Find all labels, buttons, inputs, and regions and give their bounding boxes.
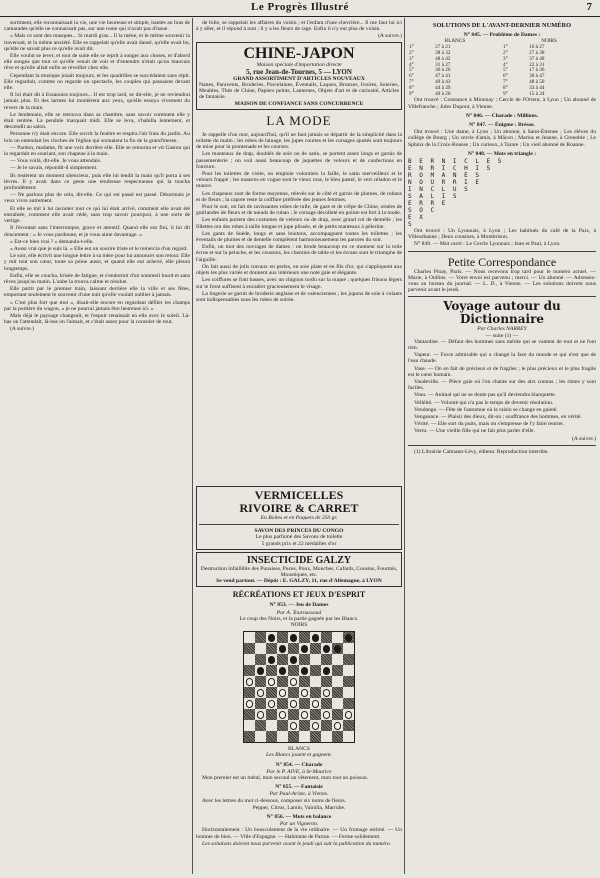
move-cell: 2° <box>502 50 508 56</box>
board-square <box>288 731 299 742</box>
checkers-board <box>243 631 355 743</box>
solutions-note: Ont trouvé : Constance à Mionnay ; Cercle de l'Orient, à Lyon ; Un abonné de Villefranche ; Jules Dupont, à Vienne. <box>408 97 596 110</box>
black-piece <box>334 645 342 653</box>
story-paragraph: « Est-ce bien vrai ? » demanda-t-elle. <box>10 238 94 245</box>
move-cell: 17 à 36 <box>529 67 545 74</box>
voyage-title: Voyage autour du Dictionnaire <box>443 299 561 327</box>
board-square <box>277 731 288 742</box>
board-square <box>277 720 288 731</box>
voyage-author: Par Charles NARREY <box>477 326 527 333</box>
move-cell: 36 à 47 <box>529 73 545 80</box>
fashion-paragraph: Les gants de Suède, longs et sans boutons, accompagnent toutes les toilettes ; les éventails de plumes et de dentelle complètent harmonieusement les parures du soir. <box>196 230 402 244</box>
white-piece <box>312 700 320 708</box>
charade-solution: N° 846. — Charade : Millions. <box>465 112 539 119</box>
story-paragraph: (A suivre.) <box>10 326 34 333</box>
board-square <box>310 687 321 698</box>
white-piece <box>290 678 298 686</box>
ad-title: CHINE-JAPON <box>243 44 355 62</box>
move-cell: 5° <box>409 67 414 74</box>
board-square <box>255 731 266 742</box>
black-piece <box>312 634 320 642</box>
board-square <box>332 676 343 687</box>
black-piece <box>323 667 331 675</box>
dictionary-entry: Vengeance. — Plaisir des dieux, dit-on ; souffrance des hommes, en vérité. <box>414 414 582 421</box>
dictionary-entry: Vase. — On en fait de précieux et de fragiles ; le plus précieux et le plus fragile est le cœur humain. <box>408 365 596 378</box>
board-square <box>343 654 354 665</box>
board-square <box>288 665 299 676</box>
mots-balance-author: Par un Vigneron. <box>279 821 319 828</box>
white-piece <box>323 689 331 697</box>
footnote: (1) Librairie Calmann-Lévy, éditeur. Reproduction interdite. <box>414 448 549 455</box>
move-cell: 15 à 24 <box>529 90 545 97</box>
fashion-paragraph: Pour les toilettes de visite, on emploie volontiers la faille, le satin merveilleux et le velours frappé ; les nuances en vogue sont le vieux rose, le bleu pastel, le vert céladon et le mauve. <box>196 171 402 190</box>
triangle-word: S O C <box>408 207 437 214</box>
board-square <box>266 676 277 687</box>
white-piece <box>290 722 298 730</box>
mots-balance-title: N° 856. — Mots en balance <box>266 814 332 821</box>
board-square <box>288 676 299 687</box>
mots-balance-text: Horizontalement : Un bousculement de la vie ordinaire. — Un fromage estimé. — Un homme de bien. — Ville d'Espagne. — Habitante de Parme. — Ferme solidement. <box>196 827 402 840</box>
fashion-paragraph: Les manteaux de drap, doublés de soie ou de satin, se portent assez longs et garnis de passementerie ; on voit aussi beaucoup de jaquettes de velours et de confections en fourrure. <box>196 151 402 170</box>
white-piece <box>279 711 287 719</box>
enigme-solvers: Ont trouvé : Une dame, à Lyon ; Un abonné, à Saint-Étienne ; Les élèves du collège de Bourg ; Un cercle d'amis, à Mâcon ; Marius et Jeanne, à Grenoble ; Le Sphinx de la Croix-Rousse ; Un curieux, à Tarare ; Un vieil abonné de Roanne. <box>408 129 596 148</box>
board-square <box>244 654 255 665</box>
board-square <box>266 698 277 709</box>
charade-title: N° 854. — Charade <box>275 761 323 768</box>
board-square <box>343 687 354 698</box>
fashion-article <box>196 132 402 303</box>
story-paragraph: Et elle se mit à lui raconter tout ce qui lui était arrivé, comment elle avait été entraînée, comment elle avait cédé, sans trop savoir pourquoi, à une sorte de vertige. <box>4 205 190 225</box>
recreations-block <box>196 484 402 874</box>
board-square <box>277 654 288 665</box>
ad-heading: GRAND ASSORTIMENT D'ARTICLES NOUVEAUX <box>233 75 365 82</box>
board-square <box>255 632 266 643</box>
black-piece <box>257 667 265 675</box>
board-square <box>310 676 321 687</box>
vermicelles-title: VERMICELLES <box>254 488 344 502</box>
move-cell: 49 à 43 <box>435 78 451 85</box>
divider <box>408 251 596 252</box>
story-paragraph: Il l'écoutait sans l'interrompre, grave et attentif. Quand elle eut fini, il lui dit doucement : « Je vous pardonne, et je vous aime davantage. » <box>4 225 190 238</box>
checkers-moves-table <box>408 39 596 97</box>
board-square <box>266 731 277 742</box>
board-square <box>266 665 277 676</box>
recreations-title: RÉCRÉATIONS ET JEUX D'ESPRIT <box>232 590 366 600</box>
triangle-word: S A L I S <box>408 193 459 200</box>
story-paragraph: Le soir, elle écrivit une longue lettre à sa mère pour lui annoncer son retour. Elle y mit tout son cœur, toute sa peine aussi, et quand elle eut achevé, elle pleura longtemps. <box>4 253 190 272</box>
charade-text: Mon premier est un métal, mon second un vêtement, mon tout un poisson. <box>202 775 369 782</box>
board-square <box>244 676 255 687</box>
vermicelles-ad <box>196 486 402 550</box>
board-square <box>255 654 266 665</box>
move-cell: 40 à 20 <box>435 90 451 97</box>
move-cell: 33 à 44 <box>529 84 545 91</box>
white-piece <box>290 700 298 708</box>
section-title-la-mode: LA MODE <box>266 112 332 128</box>
move-cell: 4° <box>409 61 414 68</box>
board-square <box>343 665 354 676</box>
board-square <box>266 632 277 643</box>
board-square <box>244 698 255 709</box>
move-cell: 6° <box>409 73 414 80</box>
board-square <box>310 632 321 643</box>
board-square <box>266 654 277 665</box>
ad-footer: MAISON DE CONFIANCE SANS CONCURRENCE <box>234 100 364 107</box>
board-square <box>288 643 299 654</box>
board-square <box>299 676 310 687</box>
board-square <box>288 654 299 665</box>
board-square <box>310 643 321 654</box>
board-square <box>288 687 299 698</box>
serial-end-text: de folie, se rappelait les affaires du voisin ; et l'enfant d'une chevrière... Il me faut lui ici à y aller, et il répond à tout ; il y a les fleurs de rage. Enfin il n'y eut plus de voisin. <box>196 20 402 33</box>
move-cell: 31 à 27 <box>435 61 451 68</box>
story-paragraph: Elle partit par le premier train, laissant derrière elle la ville et ses fêtes, emportant seulement le souvenir d'une nuit qu'elle voulait oublier à jamais. <box>4 286 190 299</box>
checkers-author: Par A. Tournassoud <box>276 609 322 616</box>
ad-body: Nattes, Paravents, Broderies, Porcelaines, Éventails, Laques, Bronzes, Ivoires, Soieries, Meubles, Thés de Chine, Papiers peints, Lanternes, Objets d'art et de curiosité, Articles de fantaisie. <box>199 82 399 101</box>
board-square <box>343 676 354 687</box>
galzy-subtitle: Destruction infaillible des Punaises, Puces, Poux, Mouches, Cafards, Cousins, Fourmis, Moustiques, etc. <box>200 565 398 579</box>
black-piece <box>345 634 353 642</box>
board-square <box>332 632 343 643</box>
board-square <box>266 709 277 720</box>
soap-subtitle: Le plus parfumé des Savons de toilette <box>255 534 343 541</box>
board-square <box>288 632 299 643</box>
board-square <box>332 687 343 698</box>
voyage-suite: — suite (1) — <box>485 332 519 339</box>
move-cell: 36 à 26 <box>435 67 451 74</box>
story-paragraph: Elle voulut se lever, et tout de suite elle se reprit à songer aux choses, et d'abord elle songea que tout ce qu'elle venait de voir et d'entendre n'était qu'un mauvais rêve et qu'elle allait enfin se réveiller chez elle. <box>4 53 190 72</box>
triangle-word: R O M A N E S <box>408 172 481 179</box>
board-square <box>255 698 266 709</box>
dictionary-entry: Vantardise. — Défaut des hommes sans mérite qui se vantent de tout et ne font rien. <box>408 338 596 352</box>
dictionary-entry: Velléité. — Volonté qui n'a pas le temps de devenir résolution. <box>414 399 554 406</box>
story-paragraph: Enfin, elle se coucha, brisée de fatigue, et s'endormit d'un sommeil lourd et sans rêves jusqu'au matin. L'aube la trouva calme et résolue. <box>4 272 190 285</box>
story-paragraph: Il lui était dit à Essaouira toujours... Il est trop tard, se dit-elle, je ne reviendrai jamais plus. Et des larmes lui montèrent aux yeux, qu'elle essuya vivement du revers de la main. <box>4 92 190 111</box>
charade-author: Par le P. AIVE, à St-Maurice <box>266 768 332 775</box>
fantaisie-author: Par Paul-Ariste, à Vienne. <box>269 791 329 798</box>
board-square <box>244 665 255 676</box>
voyage-continued: (A suivre.) <box>572 435 596 442</box>
board-square <box>321 709 332 720</box>
white-piece <box>312 722 320 730</box>
page-title: Le Progrès Illustré <box>251 1 349 13</box>
col-header-blancs: BLANCS <box>444 38 466 45</box>
story-paragraph: Ils restèrent un moment silencieux, puis elle lui tendit la main qu'il porta à ses lèvres. Il y avait dans ce geste une tendresse respectueuse qui la toucha profondément. <box>4 172 190 192</box>
correspondance-title: Petite Correspondance <box>447 254 557 269</box>
board-square <box>244 720 255 731</box>
move-cell: 48 à 50 <box>529 78 545 85</box>
move-cell: 44 à 39 <box>435 84 451 91</box>
move-cell: 2° <box>409 50 414 56</box>
board-square <box>332 709 343 720</box>
dictionary-entry: Veau. — Animal qui ne se doute pas qu'il deviendra blanquette. <box>414 392 557 399</box>
black-piece <box>279 645 287 653</box>
board-square <box>332 720 343 731</box>
board-square <box>321 654 332 665</box>
board-square <box>343 643 354 654</box>
triangle-word: E N R I C H I S <box>408 165 493 172</box>
white-piece <box>246 700 254 708</box>
story-paragraph: — Ne parlons plus de cela, dit-elle. Ce qui est passé est passé. Désormais je veux vivre autrement. <box>4 192 190 205</box>
board-square <box>299 698 310 709</box>
page-header <box>0 0 600 17</box>
move-cell: 7° <box>409 78 414 85</box>
board-square <box>343 709 354 720</box>
board-square <box>244 731 255 742</box>
board-square <box>332 731 343 742</box>
story-paragraph: « Aussi vrai que je suis là. » Elle eut un sourire triste et le remercia d'un regard. <box>10 245 188 252</box>
move-cell: 7° <box>502 78 508 85</box>
board-square <box>299 643 310 654</box>
black-piece <box>290 634 298 642</box>
white-piece <box>246 678 254 686</box>
story-paragraph: « Mais ce sont des masques... Si mardi gras... Il la mène, et le même souvenir la traversait, et la même anxiété. Elle se rappelait qu'elle avait dansé, qu'elle avait bu, qu'elle ne savait plus ce qu'elle avait dit. <box>4 33 190 52</box>
divider <box>408 296 596 297</box>
soap-awards: 5 grands prix et 22 médailles d'or <box>261 540 337 547</box>
triangle-word: B E R N I C L E S <box>408 158 504 165</box>
ad-address: 5, rue Jean-de-Tournes, 5 — LYON <box>246 67 352 76</box>
board-caption: Les Blancs jouent et gagnent. <box>265 752 333 759</box>
label-blancs: BLANCS <box>287 746 311 753</box>
enigme-solution: N° 847. — Énigme : Brésse. <box>469 121 535 128</box>
board-square <box>299 687 310 698</box>
white-piece <box>323 711 331 719</box>
solutions-title: SOLUTIONS DE L'AVANT-DERNIER NUMÉRO <box>432 22 572 29</box>
triangle-words <box>408 158 596 228</box>
board-square <box>321 698 332 709</box>
board-square <box>299 709 310 720</box>
board-square <box>277 676 288 687</box>
dictionary-entry: Vendange. — Fête de l'automne où le raisin se change en gaieté. <box>414 406 558 413</box>
board-square <box>310 709 321 720</box>
move-cell: 22 à 31 <box>529 61 545 68</box>
move-cell: 1° <box>409 44 414 51</box>
move-cell: 48 à 42 <box>435 55 451 62</box>
black-piece <box>290 656 298 664</box>
correspondance-text: Charles Pinay, Paris. — Nous recevons trop tard pour le numéro actuel. — Marie, à Oullins. — Votre envoi est parvenu ; merci. — Un abonné. — Adressez-vous au bureau du journal. — L. D., à Vienne. — Les solutions doivent nous parvenir avant le jeudi. <box>408 268 596 294</box>
board-square <box>244 632 255 643</box>
white-piece <box>268 700 276 708</box>
board-square <box>310 665 321 676</box>
white-piece <box>279 689 287 697</box>
fashion-paragraph: Pour le soir, on fait de ravissantes robes de tulle, de gaze et de crêpe de Chine, ornées de guirlandes de fleurs et de nœuds de ruban ; le corsage décolleté en pointe est fort à la mode. <box>196 204 402 217</box>
black-piece <box>323 645 331 653</box>
board-square <box>244 709 255 720</box>
move-cell: 1° <box>502 44 508 51</box>
board-square <box>266 687 277 698</box>
checkers-note: Le coup des Noirs, et la partie gagnée par les Blancs. <box>239 615 359 622</box>
board-square <box>343 698 354 709</box>
board-square <box>255 676 266 687</box>
to-be-continued: (A suivre.) <box>378 33 402 40</box>
board-square <box>310 654 321 665</box>
checkers-solution-title: N° 845. — Problème de Dames : <box>463 32 541 39</box>
board-square <box>244 643 255 654</box>
mot-carre-solution: N° 849. — Mot carré : Le Cercle Lyonnais ; Jean et Paul, à Lyon. <box>414 241 561 248</box>
col-header-noirs: NOIRS <box>541 38 557 45</box>
white-piece <box>301 711 309 719</box>
white-piece <box>257 689 265 697</box>
galzy-title: INSECTICIDE GALZY <box>246 554 352 566</box>
board-square <box>255 665 266 676</box>
checkers-problem-title: N° 853. — Jeu de Dames <box>269 602 329 609</box>
move-cell: 9° <box>409 90 414 97</box>
board-square <box>255 720 266 731</box>
move-cell: 6° <box>502 73 508 80</box>
fashion-paragraph: Enfin, un mot des ouvrages de dames : on brode beaucoup en ce moment sur la toile écrue et sur la peluche, et les coussins, les chemins de table et les écrans sont le triomphe de l'aiguille. <box>196 244 402 263</box>
board-square <box>310 720 321 731</box>
dictionary-entry: Vapeur. — Force admirable qui a changé la face du monde et qui n'est que de l'eau chaude. <box>408 352 596 365</box>
triangle-word: N O U R R I E <box>408 179 481 186</box>
serial-story-column <box>4 20 190 874</box>
story-paragraph: Le lendemain, elle se retrouva dans sa chambre, sans savoir comment elle y était rentrée. La pendule marquait midi. Elle se leva, s'habilla lentement, et descendit au salon. <box>4 111 190 131</box>
fashion-paragraph: Les coiffures se font basses, avec un chignon tordu sur la nuque ; quelques frisons légers sur le front suffisent à encadrer gracieusement le visage. <box>196 277 402 290</box>
move-cell: 8° <box>409 84 414 91</box>
board-square <box>343 731 354 742</box>
board-square <box>332 654 343 665</box>
board-square <box>255 687 266 698</box>
fashion-paragraph: La lingerie se garnit de broderie anglaise et de valenciennes ; les jupons de soie à volants sont indispensables sous les robes de soirée. <box>196 290 402 303</box>
move-cell: 37 à 48 <box>529 55 545 62</box>
story-paragraph: « C'est plus fort que moi », disait-elle encore en regardant défiler les champs par la portière du wagon, « je ne pourrai jamais être heureuse ici. » <box>4 299 190 312</box>
board-square <box>310 698 321 709</box>
story-paragraph: — Vous voilà, dit-elle. Je vous attendais. <box>10 158 102 165</box>
story-paragraph: Personne n'y était encore. Elle ouvrit la fenêtre et respira l'air frais du jardin. Au loin on entendait les cloches de l'église qui sonnaient la fin de la grand'messe. <box>4 131 190 144</box>
move-cell: 27 à 21 <box>435 44 451 51</box>
voyage-entries <box>408 339 596 435</box>
move-cell: 5° <box>502 67 508 74</box>
move-cell: 47 à 41 <box>435 73 451 80</box>
fashion-paragraph: On fait aussi de jolis travaux en perles, en soie plate et en fils d'or, qui s'appliquent aux objets les plus variés et donnent aux intérieurs une note gaie et élégante. <box>196 263 402 277</box>
triangle-words-title: N° 848. — Mots en triangle : <box>467 150 537 157</box>
board-square <box>321 687 332 698</box>
board-square <box>266 720 277 731</box>
board-square <box>277 643 288 654</box>
board-square <box>277 687 288 698</box>
triangle-word: S <box>408 221 414 228</box>
triangle-word: E X <box>408 214 425 221</box>
board-square <box>332 665 343 676</box>
story-paragraph: Mais déjà le paysage changeait, et l'espoir renaissait en elle avec le soleil. Là-bas on l'attendait, là-bas on l'aimait, et c'était assez pour la consoler de tout. <box>4 312 190 326</box>
move-cell: 38 à 32 <box>435 50 451 56</box>
story-paragraph: Cependant la musique jouait toujours, et les quadrilles se succédaient sans répit. Elle regardait, comme on regarde un spectacle, les couples qui passaient devant elle. <box>4 72 190 92</box>
fashion-paragraph: Les enfants portent des costumes de velours ou de drap, avec grand col de dentelle ; les fillettes ont des robes à taille longue et jupe plissée, et de petits manteaux à pèlerine. <box>196 217 402 230</box>
board-square <box>244 687 255 698</box>
board-square <box>343 632 354 643</box>
move-cell: 27 à 38 <box>529 50 545 56</box>
move-cell: 8° <box>502 84 508 91</box>
board-square <box>299 731 310 742</box>
board-square <box>299 720 310 731</box>
board-square <box>277 665 288 676</box>
solutions-column <box>408 20 596 874</box>
fantaisie-word: Pepper, Citrus, Lamin, Vainilla, Marrube. <box>252 804 346 811</box>
board-square <box>277 709 288 720</box>
triangle-word: E R R E <box>408 200 448 207</box>
story-paragraph: sortiment, elle reconnaissait la vie, une vie heureuse et simple, hantée au bras de camarades qu'elle ne connaissait pas, sur une route qui n'avait pas d'issue. <box>4 20 190 33</box>
white-piece <box>257 711 265 719</box>
board-square <box>321 665 332 676</box>
dictionary-entry: Vérité. — Elle sort du puits, mais on s'empresse de l'y faire rentrer. <box>414 421 565 428</box>
page-number: 7 <box>586 1 592 13</box>
white-piece <box>268 678 276 686</box>
board-square <box>266 643 277 654</box>
fashion-paragraph: Les chapeaux sont de forme moyenne, relevés sur le côté et garnis de plumes, de rubans et de fleurs ; la capote reste la coiffure préférée des jeunes femmes. <box>196 190 402 203</box>
board-square <box>321 632 332 643</box>
fantaisie-title: N° 855. — Fantaisie <box>275 784 323 791</box>
fantaisie-text: Avec les lettres du mot ci-dessous, composer six noms de fleurs. <box>202 797 347 804</box>
move-cell: 9° <box>502 90 508 97</box>
column-rule <box>404 18 405 874</box>
board-square <box>277 632 288 643</box>
vermicelles-brand: RIVOIRE & CARRET <box>239 501 359 515</box>
story-paragraph: — Je le savais, répondit-il simplement. <box>10 165 98 172</box>
board-square <box>255 709 266 720</box>
board-square <box>288 698 299 709</box>
galzy-ad <box>196 552 402 588</box>
board-square <box>299 632 310 643</box>
board-square <box>321 643 332 654</box>
board-square <box>299 654 310 665</box>
dictionary-entry: Vaudeville. — Pièce gaie où l'on chante sur des airs connus ; les rimes y sont faciles. <box>408 379 596 392</box>
black-piece <box>301 667 309 675</box>
story-paragraph: — Pardon, madame, fit une voix derrière elle. Elle se retourna et vit Gaston qui la regardait en souriant, son chapeau à la main. <box>4 144 190 158</box>
triangle-word: I N C L U S <box>408 186 470 193</box>
board-square <box>321 731 332 742</box>
board-square <box>332 698 343 709</box>
ad-subtitle: Maison spéciale d'importation directe <box>256 61 342 68</box>
dictionary-entry: Vertu. — Une vieille fille qui ne fait plus parler d'elle. <box>414 428 535 435</box>
move-cell: 4° <box>502 61 508 68</box>
board-square <box>255 643 266 654</box>
board-square <box>321 676 332 687</box>
move-cell: 16 à 27 <box>529 44 545 51</box>
white-piece <box>301 689 309 697</box>
black-piece <box>268 656 276 664</box>
label-noirs: NOIRS <box>290 622 308 629</box>
soap-title: SAVON DES PRINCES DU CONGO <box>254 528 344 535</box>
chine-japon-ad <box>196 42 402 110</box>
move-cell: 3° <box>502 55 508 62</box>
move-cell: 3° <box>409 55 414 62</box>
board-square <box>343 720 354 731</box>
board-square <box>321 720 332 731</box>
white-piece <box>345 711 353 719</box>
vermicelles-subtitle: En Boîtes et en Paquets de 250 gr. <box>260 515 338 521</box>
black-piece <box>268 634 276 642</box>
black-piece <box>279 667 287 675</box>
board-square <box>288 709 299 720</box>
board-square <box>310 731 321 742</box>
submission-notice: Les solutions doivent nous parvenir avant le jeudi qui suit la publication du numéro. <box>202 840 392 847</box>
white-piece <box>334 722 342 730</box>
board-square <box>288 720 299 731</box>
triangle-solvers: Ont trouvé : Un Lyonnais, à Lyon ; Les habitués du café de la Paix, à Villeurbanne ; Deux cousines, à Montbrison. <box>408 228 596 241</box>
divider <box>408 445 596 446</box>
board-square <box>277 698 288 709</box>
black-piece <box>301 645 309 653</box>
divider <box>199 524 399 525</box>
galzy-footer: Se vend partout. — Dépôt : E. GALZY, 11, rue d'Allemagne, à LYON <box>216 578 382 585</box>
column-rule <box>192 18 193 874</box>
board-square <box>299 665 310 676</box>
board-square <box>332 643 343 654</box>
fashion-paragraph: Je rappelle d'un mot, aujourd'hui, qu'il ne faut jamais se départir de la simplicité dans la toilette du matin ; les robes de lainage, les jupes courtes et les corsages ajustés sont toujours de mise pour la promenade et les courses. <box>196 131 402 151</box>
